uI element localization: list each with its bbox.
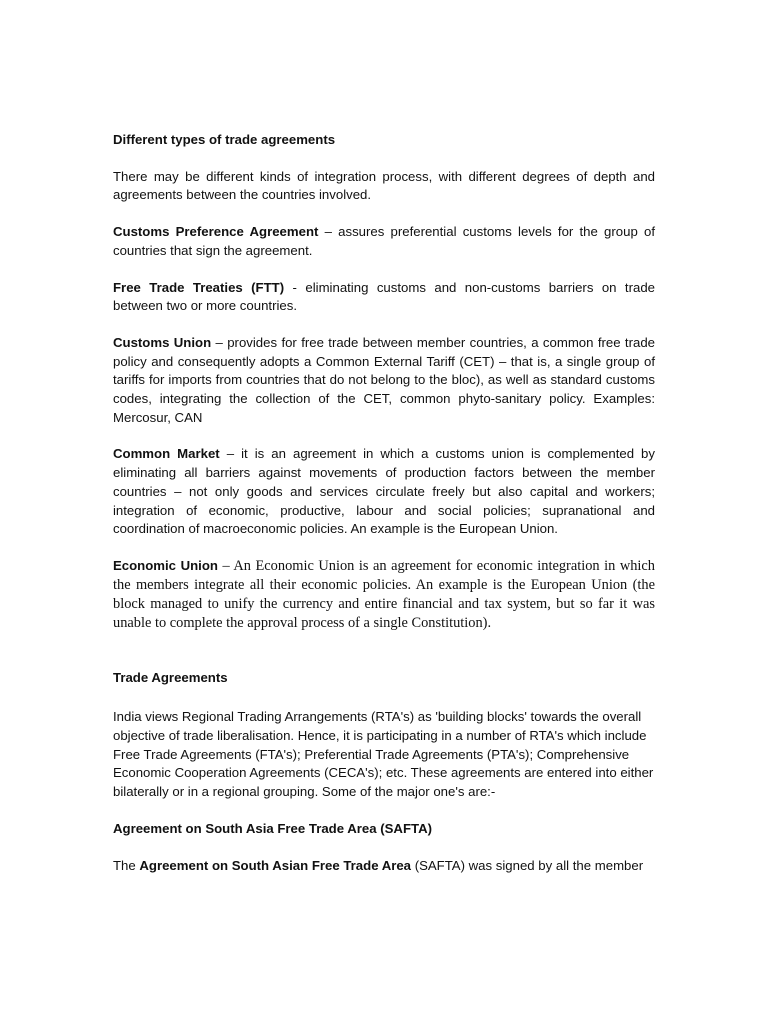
- section-heading-safta: Agreement on South Asia Free Trade Area (SAFTA): [113, 820, 432, 836]
- free-trade-treaties-text: - eliminating customs and non-customs barriers on trade between two or more countries.: [113, 279, 655, 314]
- customs-union-text: – provides for free trade between member countries, a common free trade policy and consequently adopts a Common External Tariff (CET) – that is, a single group of tariffs for imports from countries that do not belong to the bloc), as well as standard customs codes, integrating the collection of the CET, common phyto-sanitary policy. Examples: Mercosur, CAN: [113, 334, 655, 425]
- customs-union-paragraph: [113, 334, 655, 428]
- customs-preference-text: – assures preferential customs levels for the group of countries that sign the agreement.: [113, 224, 655, 258]
- safta-paragraph: [113, 857, 655, 876]
- customs-preference-paragraph: [113, 223, 655, 260]
- safta-prefix: The: [113, 857, 140, 873]
- safta-term: Agreement on South Asian Free Trade Area: [139, 857, 412, 873]
- economic-union-text: – An Economic Union is an agreement for economic integration in which the members integrate all their economic policies. An example is the European Union (the block managed to unify the currency and entire financial and tax system, but so far it was unable to complete the approval process of a single Constitution).: [113, 557, 655, 631]
- india-rta-paragraph: India views Regional Trading Arrangements (RTA's) as 'building blocks' towards the overall objective of trade liberalisation. Hence, it is participating in a number of RTA's which include Free Trade Agreements (FTA's); Preferential Trade Agreements (PTA's); Comprehensive Economic Cooperation Agreements (CECA's); etc. These agreements are entered into either bilaterally or in a regional grouping. Some of the major one's are:-: [113, 709, 654, 800]
- economic-union-paragraph: [113, 557, 655, 633]
- section-heading-trade-agreement-types: Different types of trade agreements: [113, 132, 336, 147]
- customs-union-term: Customs Union: [113, 334, 212, 350]
- common-market-term: Common Market: [113, 446, 220, 462]
- section-heading-trade-agreements: Trade Agreements: [113, 669, 228, 685]
- intro-paragraph: There may be different kinds of integration process, with different degrees of depth and agreements between the countries involved.: [113, 168, 655, 203]
- document-page: [113, 131, 655, 875]
- economic-union-term: Economic Union: [113, 557, 218, 573]
- free-trade-treaties-paragraph: [113, 279, 655, 316]
- free-trade-treaties-term: Free Trade Treaties (FTT): [113, 279, 285, 295]
- safta-text: (SAFTA) was signed by all the member: [411, 857, 644, 873]
- common-market-text: – it is an agreement in which a customs union is complemented by eliminating all barriers against movements of production factors between the member countries – not only goods and services circulate freely but also capital and workers; integration of economic, productive, labour and social policies; supranational and coordination of macroeconomic policies. An example is the European Union.: [113, 446, 655, 537]
- common-market-paragraph: [113, 445, 655, 539]
- customs-preference-term: Customs Preference Agreement: [113, 224, 319, 240]
